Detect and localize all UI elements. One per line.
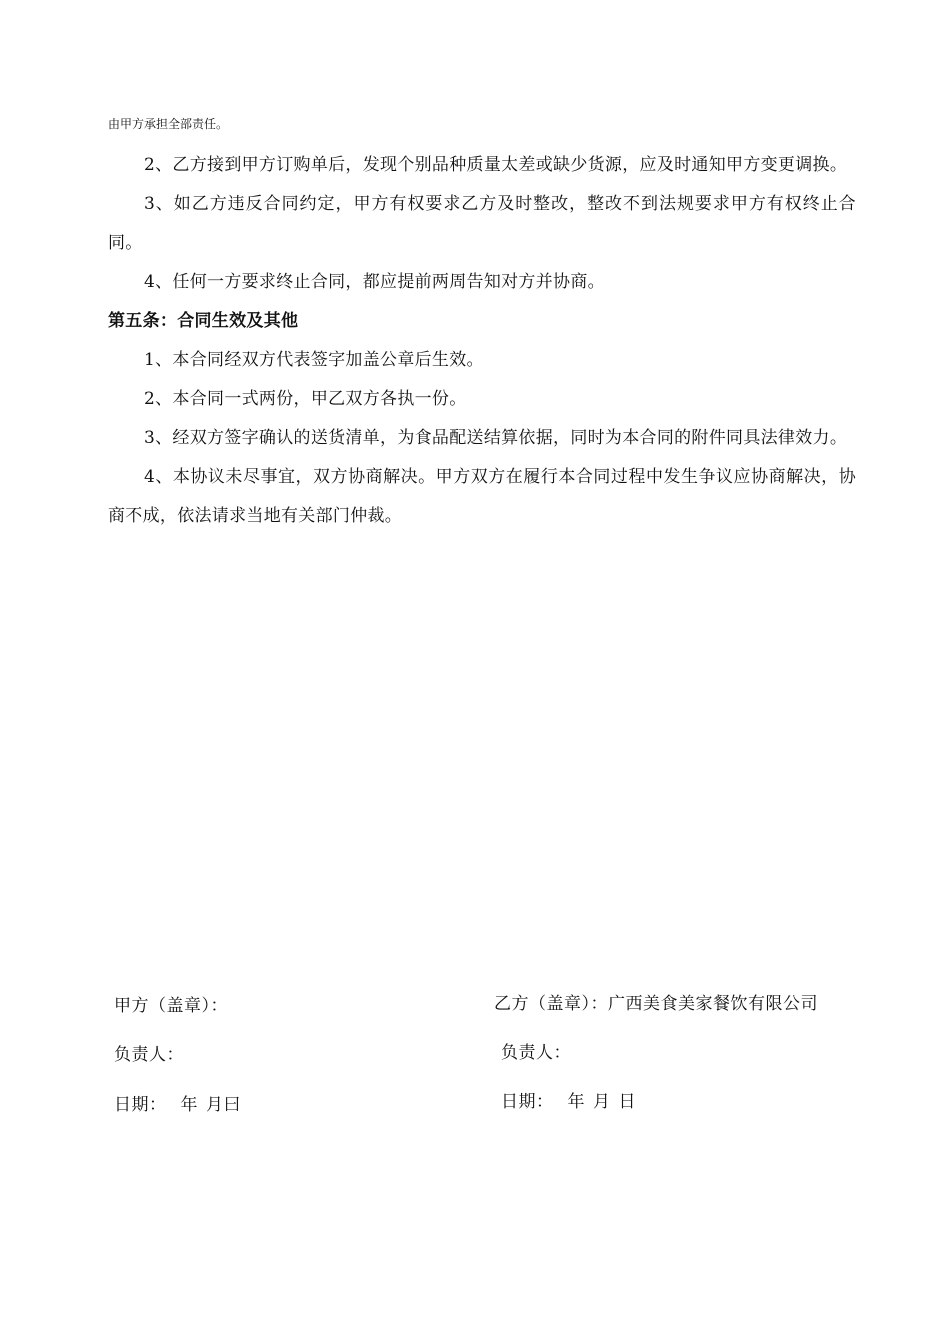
party-b-seal-label: 乙方（盖章）： bbox=[494, 994, 608, 1014]
party-a-responsible-label: 负责人： bbox=[114, 1045, 184, 1065]
party-b-year-label: 年 bbox=[567, 1092, 585, 1112]
party-a-seal-line bbox=[114, 994, 228, 1018]
party-b-responsible-line bbox=[501, 1041, 571, 1065]
clause-4-4: 4、任何一方要求终止合同，都应提前两周告知对方并协商。 bbox=[144, 272, 605, 292]
section-5-heading: 第五条：合同生效及其他 bbox=[108, 311, 299, 331]
party-a-seal-label: 甲方（盖章）： bbox=[114, 996, 228, 1016]
party-a-date-line bbox=[114, 1093, 241, 1117]
carry-over-text: 由甲方承担全部责任。 bbox=[108, 117, 229, 131]
contract-body bbox=[108, 146, 856, 536]
party-a-responsible-line bbox=[114, 1043, 184, 1067]
party-a-month-day-label: 月曰 bbox=[206, 1095, 241, 1115]
clause-4-2: 2、乙方接到甲方订购单后，发现个别品种质量太差或缺少货源，应及时通知甲方变更调换。 bbox=[144, 155, 848, 175]
party-a-year-label: 年 bbox=[180, 1095, 198, 1115]
party-b-month-label: 月 bbox=[593, 1092, 611, 1112]
clause-5-3: 3、经双方签字确认的送货清单，为食品配送结算依据，同时为本合同的附件同具法律效力。 bbox=[144, 428, 848, 448]
party-b-date-line bbox=[501, 1090, 636, 1114]
clause-4-3: 3、如乙方违反合同约定，甲方有权要求乙方及时整改，整改不到法规要求甲方有权终止合同。 bbox=[108, 194, 856, 253]
party-b-day-label: 日 bbox=[618, 1092, 636, 1112]
party-b-seal-line bbox=[494, 992, 818, 1016]
party-a-date-label: 日期： bbox=[114, 1095, 167, 1115]
clause-5-1: 1、本合同经双方代表签字加盖公章后生效。 bbox=[144, 350, 484, 370]
party-b-date-label: 日期： bbox=[501, 1092, 554, 1112]
party-b-company-name: 广西美食美家餐饮有限公司 bbox=[608, 994, 818, 1014]
clause-5-4: 4、本协议未尽事宜，双方协商解决。甲方双方在履行本合同过程中发生争议应协商解决，协商不成，依法请求当地有关部门仲裁。 bbox=[108, 467, 856, 526]
party-b-responsible-label: 负责人： bbox=[501, 1043, 571, 1063]
clause-5-2: 2、本合同一式两份，甲乙双方各执一份。 bbox=[144, 389, 467, 409]
